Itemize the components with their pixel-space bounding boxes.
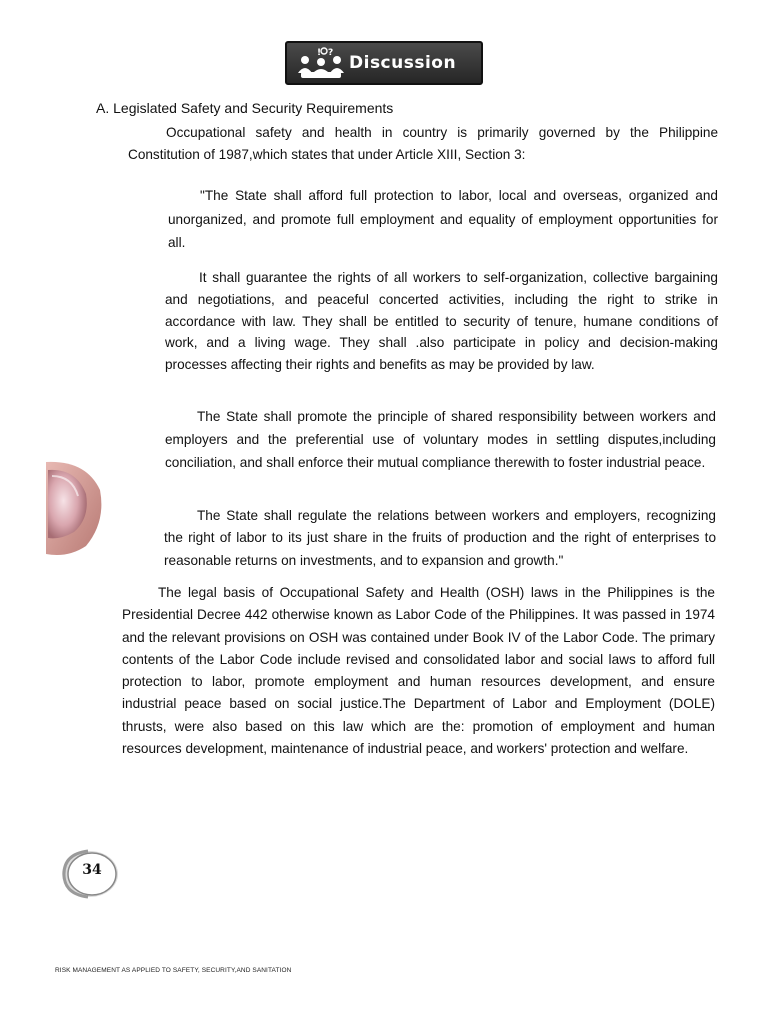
page-number: 34: [82, 862, 102, 878]
constitution-quote-2: It shall guarantee the rights of all workers to self-organization, collective bargaining and negotiations, and peaceful concerted activities, including the right to strike in accordance with law. They shall be entitled to security of tenure, humane conditions of work, and a living wage. They shall .also participate in policy and decision-making processes affecting their rights and benefits as may be provided by law.: [165, 270, 718, 373]
footer-text: RISK MANAGEMENT AS APPLIED TO SAFETY, SECURITY,AND SANITATION: [55, 967, 292, 974]
intro-paragraph: Occupational safety and health in country is primarily governed by the Philippine Constitution of 1987,which states that under Article XIII, Section 3:: [128, 125, 718, 162]
constitution-quote-1: "The State shall afford full protection to labor, local and overseas, organized and unorganized, and promote full employment and equality of employment opportunities for all.: [168, 188, 718, 250]
discussion-group-icon: [295, 45, 347, 81]
thumb-image: [46, 460, 102, 558]
section-heading: A. Legislated Safety and Security Requirements: [96, 100, 394, 116]
svg-text:!: !: [317, 48, 322, 58]
legal-basis-paragraph: The legal basis of Occupational Safety and Health (OSH) laws in the Philippines is the Presidential Decree 442 otherwise known as Labor Code of the Philippines. It was passed in 1974 and the relevant provisions on OSH was contained under Book IV of the Labor Code. The primary contents of the Labor Code include revised and consolidated labor and social laws to afford full protection to labor, promote employment and human resources development, and ensure industrial peace based on social justice.The Department of Labor and Employment (DOLE) thrusts, were also based on this law which are the: promotion of employment and human resources development, maintenance of industrial peace, and workers' protection and welfare.: [122, 585, 715, 757]
banner-title: Discussion: [349, 53, 457, 73]
svg-text:?: ?: [328, 48, 334, 58]
discussion-banner: [285, 41, 483, 85]
constitution-quote-3: The State shall promote the principle of shared responsibility between workers and employers and the preferential use of voluntary modes in settling disputes,including conciliation, and shall enforce their mutual compliance therewith to foster industrial peace.: [165, 409, 716, 470]
constitution-quote-4: The State shall regulate the relations between workers and employers, recognizing the right of labor to its just share in the fruits of production and the right of enterprises to reasonable returns on investments, and to expansion and growth.": [164, 508, 716, 568]
